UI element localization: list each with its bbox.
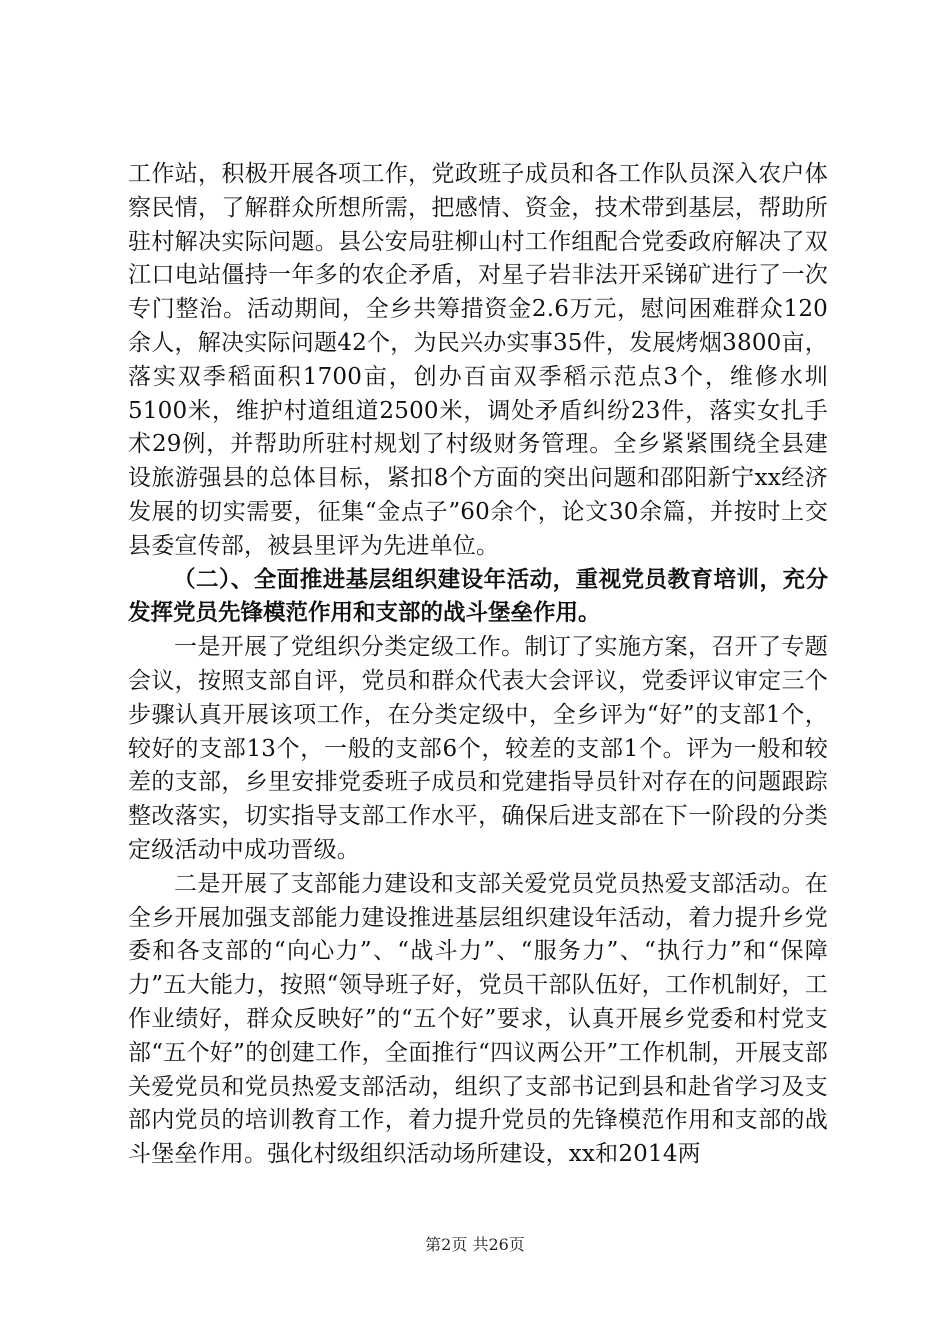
section-heading: （二）、全面推进基层组织建设年活动，重视党员教育培训，充分发挥党员先锋模范作用和支部的战斗堡垒作用。 [128, 566, 828, 627]
paragraph-capacity-building: 二是开展了支部能力建设和支部关爱党员党员热爱支部活动。在全乡开展加强支部能力建设推进基层组织建设年活动，着力提升乡党委和各支部的“向心力”、“战斗力”、“服务力”、“执行力”和“保障力”五大能力，按照“领导班子好，党员干部队伍好，工作机制好，工作业绩好，群众反映好”的“五个好”要求，认真开展乡党委和村党支部“五个好”的创建工作，全面推行“四议两公开”工作机制，开展支部关爱党员和党员热爱支部活动，组织了支部书记到县和赴省学习及支部内党员的培训教育工作，着力提升党员的先锋模范作用和支部的战斗堡垒作用。强化村级组织活动场所建设，xx和2014两 [128, 870, 828, 1168]
paragraph-classification: 一是开展了党组织分类定级工作。制订了实施方案，召开了专题会议，按照支部自评，党员和群众代表大会评议，党委评议审定三个步骤认真开展该项工作，在分类定级中，全乡评为“好”的支部1个，较好的支部13个，一般的支部6个，较差的支部1个。评为一般和较差的支部，乡里安排党委班子成员和党建指导员针对存在的问题跟踪整改落实，切实指导支部工作水平，确保后进支部在下一阶段的分类定级活动中成功晋级。 [128, 634, 828, 863]
page-number: 第2页 共26页 [425, 1235, 525, 1254]
page-footer [0, 1232, 950, 1255]
document-body [128, 158, 828, 1172]
paragraph-continuation: 工作站，积极开展各项工作，党政班子成员和各工作队员深入农户体察民情，了解群众所想所需，把感情、资金，技术带到基层，帮助所驻村解决实际问题。县公安局驻柳山村工作组配合党委政府解决了双江口电站僵持一年多的农企矛盾，对星子岩非法开采锑矿进行了一次专门整治。活动期间，全乡共筹措资金2.6万元，慰问困难群众120余人，解决实际问题42个，为民兴办实事35件，发展烤烟3800亩，落实双季稻面积1700亩，创办百亩双季稻示范点3个，维修水圳5100米，维护村道组道2500米，调处矛盾纠纷23件，落实女扎手术29例，并帮助所驻村规划了村级财务管理。全乡紧紧围绕全县建设旅游强县的总体目标，紧扣8个方面的突出问题和邵阳新宁xx经济发展的切实需要，征集“金点子”60余个，论文30余篇，并按时上交县委宣传部，被县里评为先进单位。 [128, 161, 828, 559]
